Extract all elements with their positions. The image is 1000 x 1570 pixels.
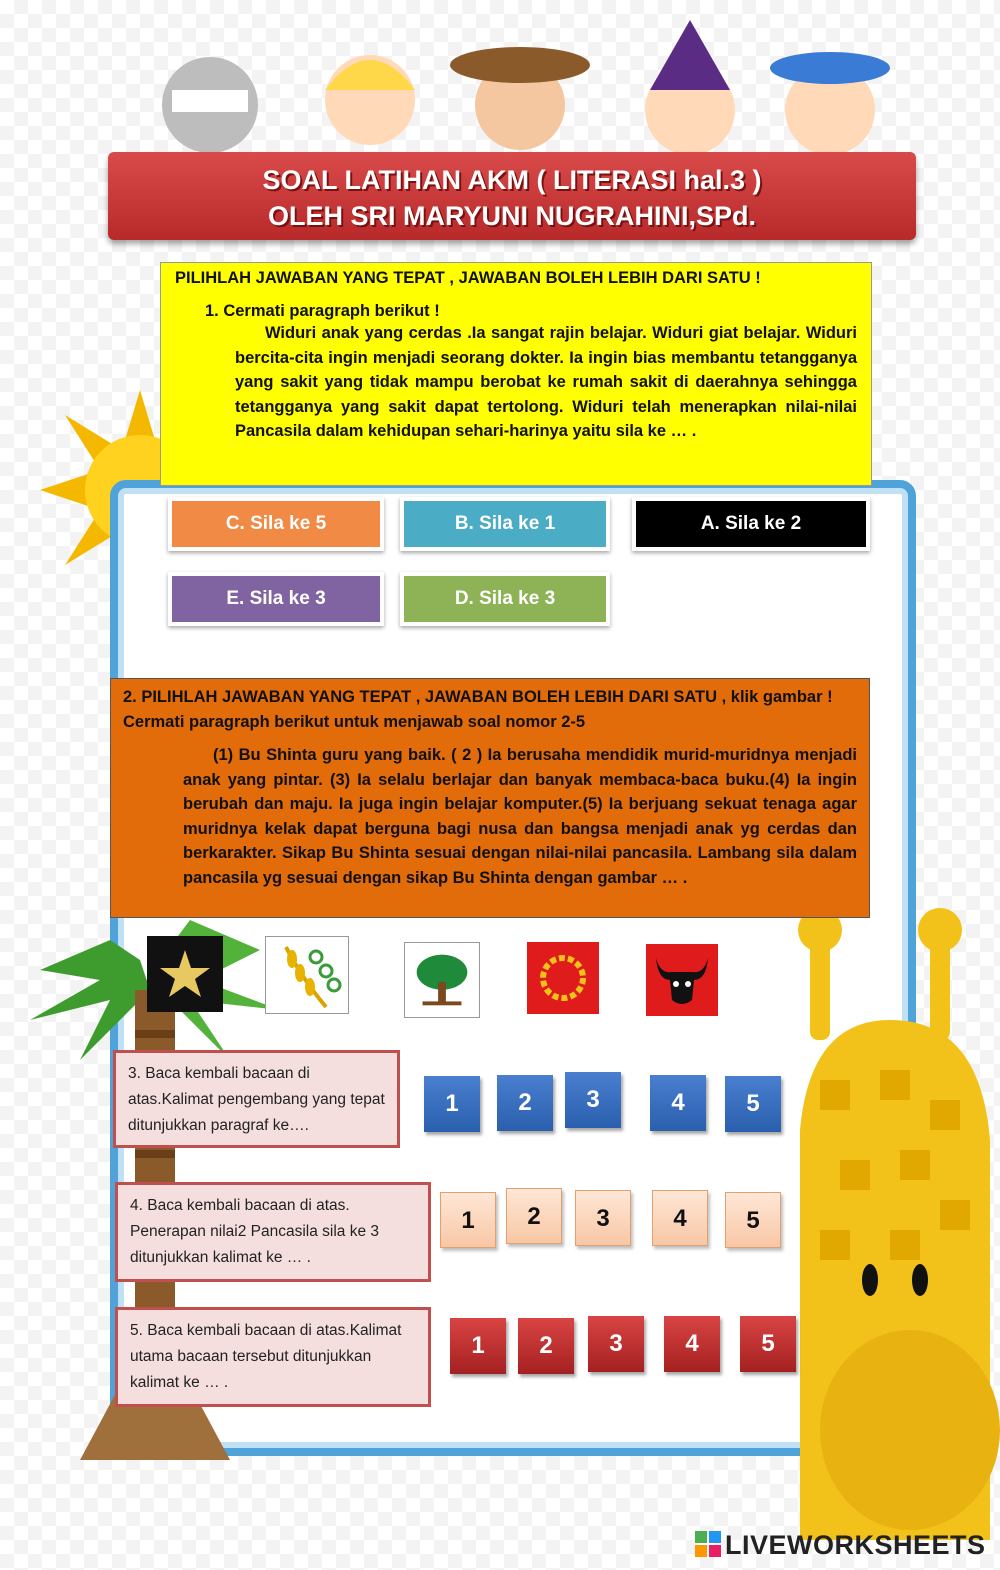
chain-icon [527, 942, 599, 1014]
pancasila-rice-cotton-symbol[interactable] [265, 936, 349, 1014]
question-1-paragraph: Widuri anak yang cerdas .Ia sangat rajin belajar. Widuri giat belajar. Widuri bercita-cita ingin menjadi seorang dokter. Ia ingin bias membantu tetangganya yang sakit yang tidak mampu berobat ke rumah sakit di daerahnya sehingga tetangganya yang sakit dapat tertolong. Widuri telah menerapkan nilai-nilai Pancasila dalam kehidupan sehari-harinya yaitu sila ke … . [235, 324, 857, 440]
q3-answer-4[interactable]: 4 [650, 1075, 706, 1131]
q5-answer-5[interactable]: 5 [740, 1316, 796, 1372]
q4-answer-2[interactable]: 2 [506, 1188, 562, 1244]
q3-answer-3[interactable]: 3 [565, 1072, 621, 1128]
star-icon [147, 936, 223, 1012]
banyan-tree-icon [405, 943, 479, 1017]
q5-answer-1[interactable]: 1 [450, 1318, 506, 1374]
q5-answer-2[interactable]: 2 [518, 1318, 574, 1374]
q3-answer-1[interactable]: 1 [424, 1076, 480, 1132]
question-3-box: 3. Baca kembali bacaan di atas.Kalimat pengembang yang tepat ditunjukkan paragraf ke…. [113, 1050, 400, 1148]
q4-answer-4[interactable]: 4 [652, 1190, 708, 1246]
pancasila-star-symbol[interactable] [147, 936, 223, 1012]
question-1-label: 1. Cermati paragraph berikut ! [205, 302, 440, 320]
question-2-box [110, 678, 870, 918]
answer-option-c[interactable]: C. Sila ke 5 [168, 497, 384, 551]
question-2-instruction: 2. PILIHLAH JAWABAN YANG TEPAT , JAWABAN BOLEH LEBIH DARI SATU , klik gambar ! Cermati paragraph berikut untuk menjawab soal nomor 2-5 [123, 688, 833, 731]
question-1-box [160, 262, 872, 486]
answer-option-a[interactable]: A. Sila ke 2 [632, 497, 870, 551]
title-line-2: OLEH SRI MARYUNI NUGRAHINI,SPd. [267, 201, 757, 231]
q5-answer-3[interactable]: 3 [588, 1316, 644, 1372]
liveworksheets-logo-icon [695, 1531, 721, 1557]
question-1-instruction: PILIHLAH JAWABAN YANG TEPAT , JAWABAN BOLEH LEBIH DARI SATU ! [175, 269, 761, 287]
q4-answer-1[interactable]: 1 [440, 1192, 496, 1248]
q3-answer-5[interactable]: 5 [725, 1076, 781, 1132]
liveworksheets-footer [695, 1530, 986, 1561]
pancasila-bull-head-symbol[interactable] [646, 944, 718, 1016]
q4-answer-5[interactable]: 5 [725, 1192, 781, 1248]
giraffe-decoration [780, 900, 1000, 1540]
pancasila-banyan-tree-symbol[interactable] [404, 942, 480, 1018]
question-5-box: 5. Baca kembali bacaan di atas.Kalimat utama bacaan tersebut ditunjukkan kalimat ke … . [115, 1307, 431, 1407]
q4-answer-3[interactable]: 3 [575, 1190, 631, 1246]
rice-cotton-icon [266, 937, 350, 1015]
q3-answer-2[interactable]: 2 [497, 1075, 553, 1131]
answer-option-b[interactable]: B. Sila ke 1 [400, 497, 610, 551]
question-2-paragraph: (1) Bu Shinta guru yang baik. ( 2 ) Ia berusaha mendidik murid-muridnya menjadi anak yang pintar. (3) Ia selalu berlajar dan banyak membaca-baca buku.(4) Ia ingin berubah dan maju. Ia juga ingin belajar komputer.(5) Ia berjuang sekuat tenaga agar muridnya kelak dapat berguna bagi nusa dan bangsa menjadi anak yg cerdas dan berkarakter. Sikap Bu Shinta sesuai dengan nilai-nilai pancasila. Lambang sila dalam pancasila yg sesuai dengan sikap Bu Shinta dengan gambar … . [183, 746, 857, 887]
title-banner [108, 152, 916, 240]
pancasila-chain-symbol[interactable] [527, 942, 599, 1014]
footer-brand: LIVEWORKSHEETS [725, 1530, 986, 1560]
bull-head-icon [646, 944, 718, 1016]
answer-option-e[interactable]: E. Sila ke 3 [168, 572, 384, 626]
kids-characters-decoration [90, 20, 920, 160]
q5-answer-4[interactable]: 4 [664, 1316, 720, 1372]
answer-option-d[interactable]: D. Sila ke 3 [400, 572, 610, 626]
title-line-1: SOAL LATIHAN AKM ( LITERASI hal.3 ) [262, 165, 762, 195]
question-4-box: 4. Baca kembali bacaan di atas. Penerapan nilai2 Pancasila sila ke 3 ditunjukkan kalimat ke … . [115, 1182, 431, 1282]
